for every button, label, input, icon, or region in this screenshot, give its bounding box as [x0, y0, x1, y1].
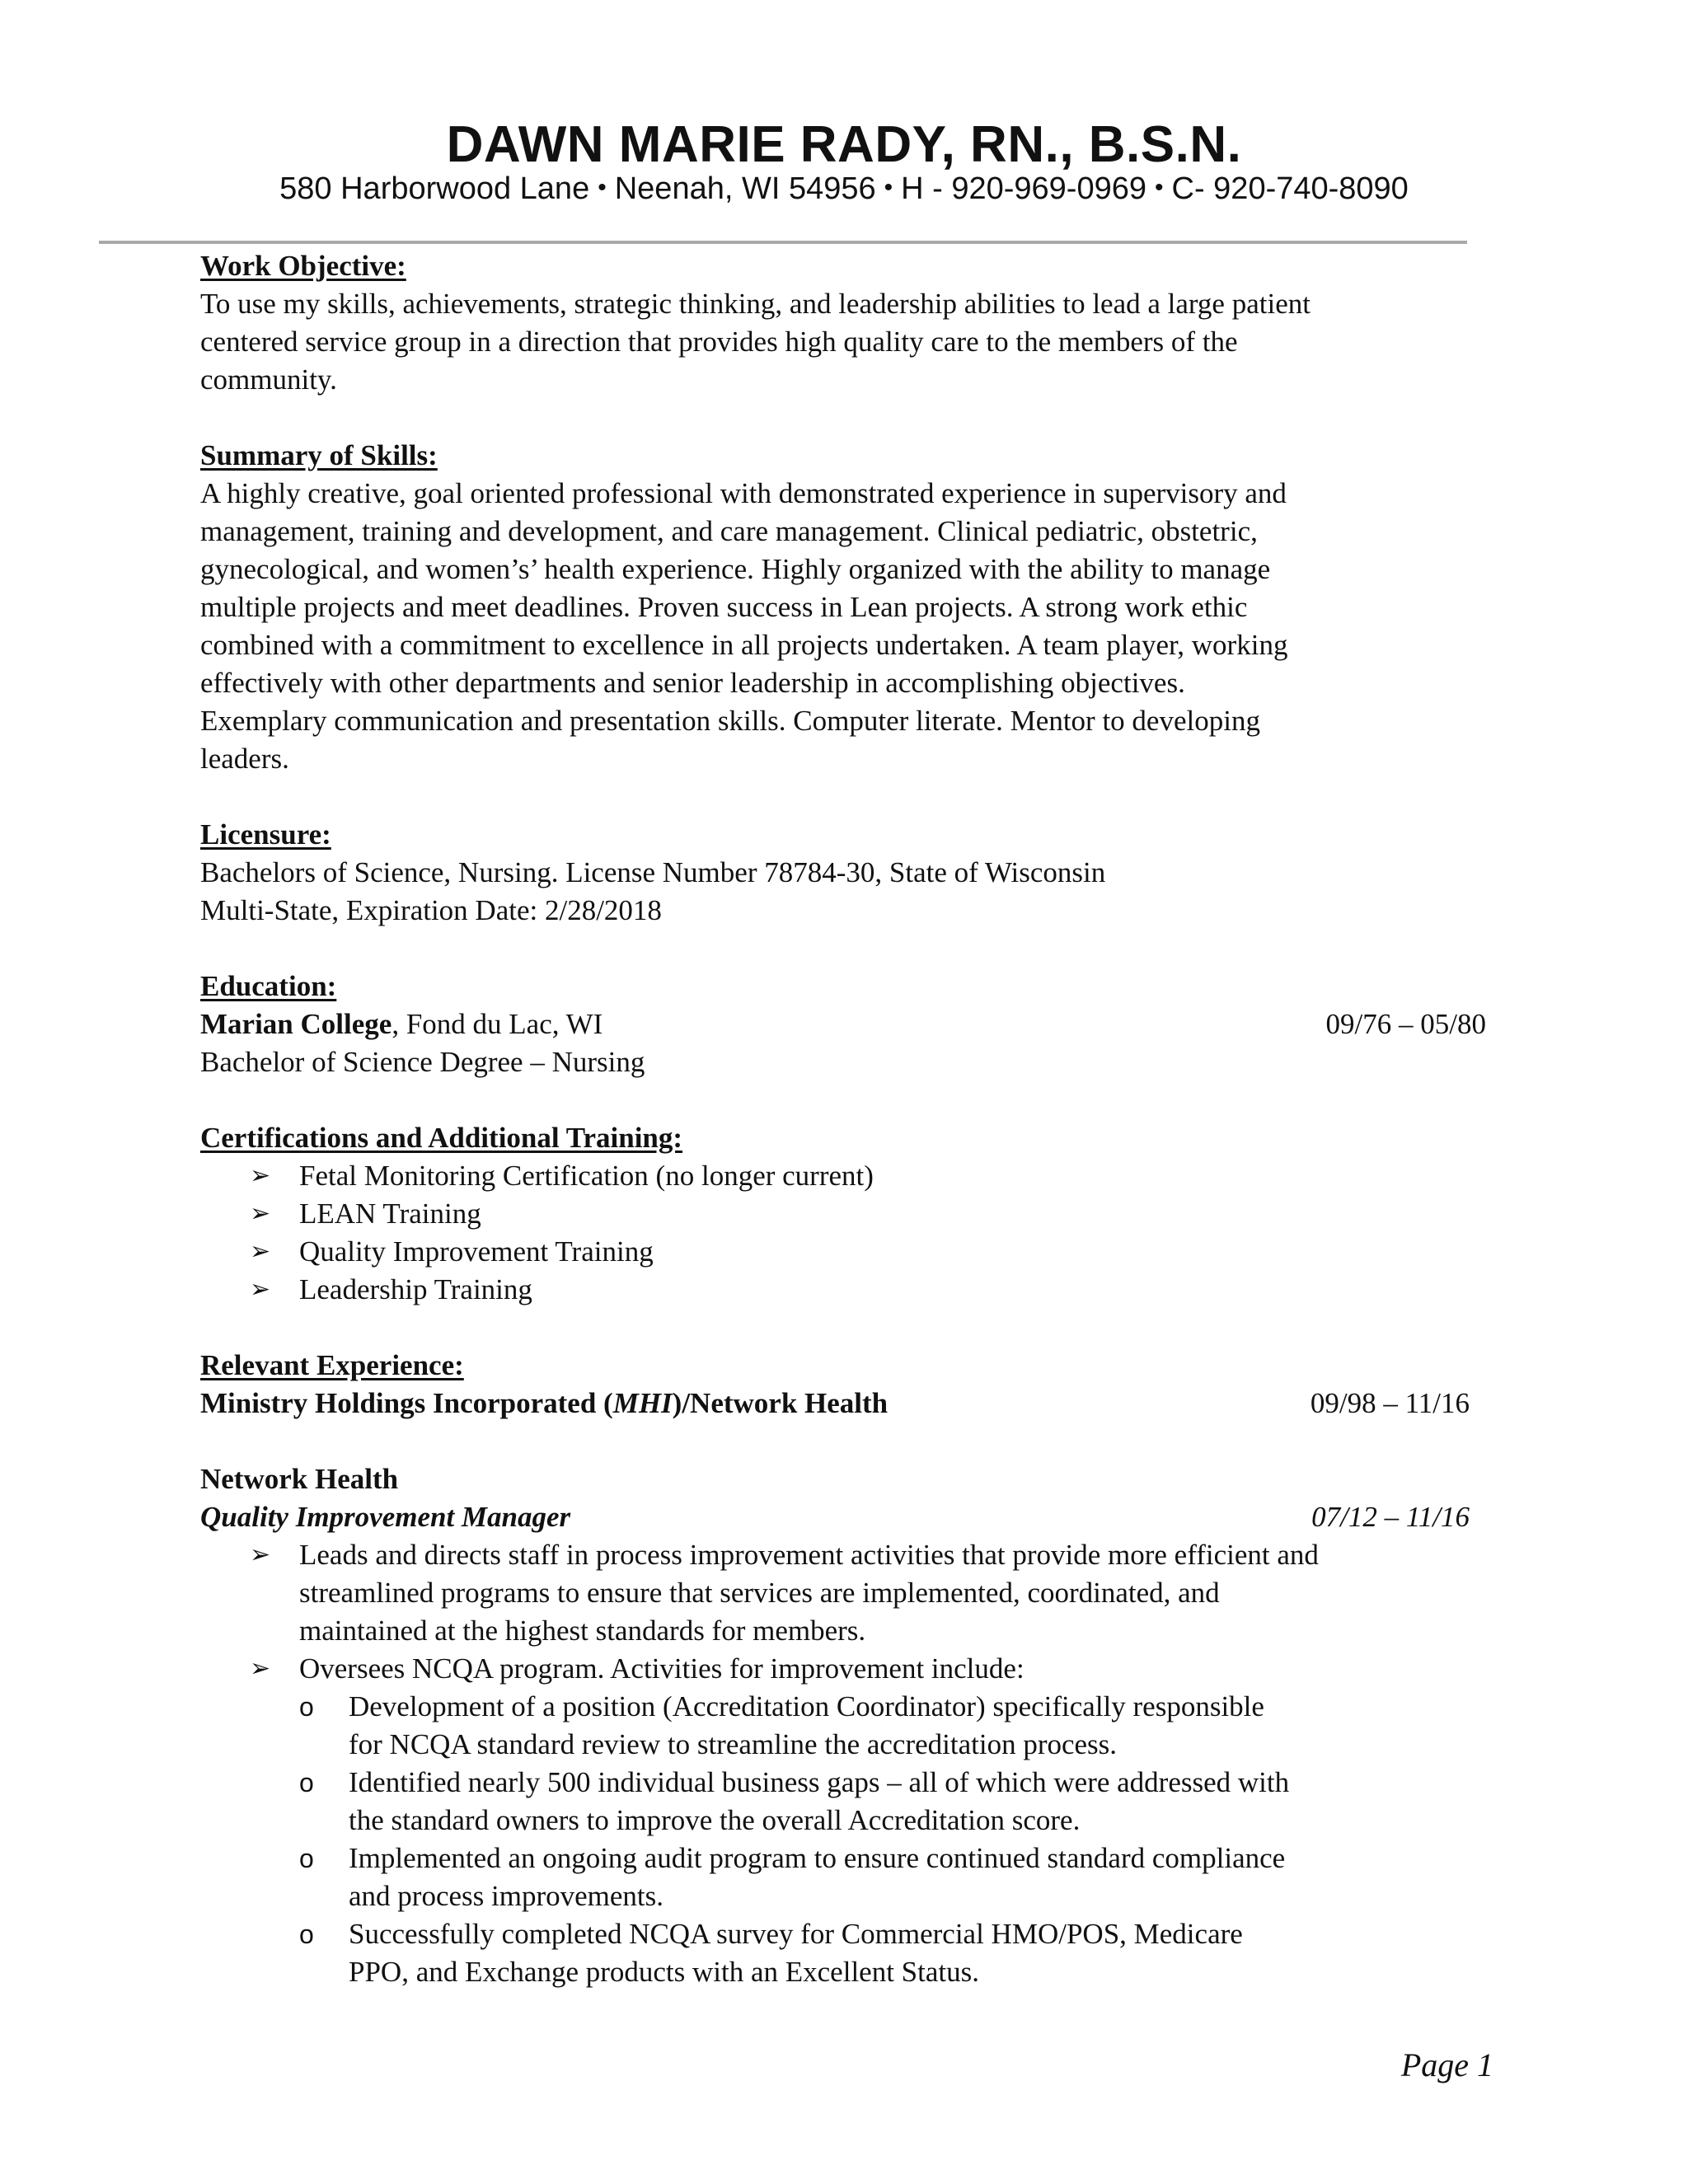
licensure-section [200, 816, 1486, 930]
job-title: Quality Improvement Manager [200, 1501, 571, 1533]
ncqa-activities-list [250, 1688, 1486, 1991]
list-item-text: Leadership Training [299, 1273, 532, 1305]
employer-name-part: Ministry Holdings Incorporated ( [200, 1387, 613, 1419]
list-item [299, 1915, 1486, 1991]
list-item [250, 1536, 1486, 1650]
list-item-text: Quality Improvement Training [299, 1235, 654, 1268]
list-item [250, 1157, 1486, 1195]
employer-abbreviation: MHI [612, 1387, 673, 1419]
header-divider [99, 241, 1467, 244]
address: 580 Harborwood Lane [279, 171, 590, 206]
text-line: Successfully completed NCQA survey for Commercial HMO/POS, Medicare [349, 1918, 1243, 1950]
text-line: combined with a commitment to excellence in all projects undertaken. A team player, working [200, 629, 1288, 661]
circle-bullet-icon: o [299, 1844, 314, 1873]
section-heading: Certifications and Additional Training: [200, 1122, 683, 1154]
summary-text [200, 475, 1486, 778]
list-item [299, 1764, 1486, 1840]
text-line: Bachelors of Science, Nursing. License Number 78784-30, State of Wisconsin [200, 856, 1106, 888]
work-objective-section [200, 247, 1486, 399]
employer-row [200, 1385, 1486, 1422]
cell-phone: C- 920-740-8090 [1171, 171, 1409, 206]
arrow-bullet-icon: ➢ [250, 1199, 271, 1228]
degree: Bachelor of Science Degree – Nursing [200, 1046, 645, 1078]
education-dates: 09/76 – 05/80 [1325, 1008, 1486, 1040]
contact-line [0, 171, 1688, 207]
city-state-zip: Neenah, WI 54956 [614, 171, 876, 206]
text-line: the standard owners to improve the overall Accreditation score. [349, 1804, 1081, 1836]
education-row [200, 1005, 1486, 1043]
organization-name: Network Health [200, 1463, 399, 1495]
list-item [299, 1688, 1486, 1764]
text-line: Implemented an ongoing audit program to ensure continued standard compliance [349, 1842, 1286, 1874]
text-line: and process improvements. [349, 1880, 663, 1912]
text-line: gynecological, and women’s’ health experience. Highly organized with the ability to manage [200, 553, 1271, 585]
list-item [299, 1840, 1486, 1915]
text-line: effectively with other departments and senior leadership in accomplishing objectives. [200, 667, 1185, 699]
list-item-text: LEAN Training [299, 1197, 481, 1230]
arrow-bullet-icon: ➢ [250, 1540, 271, 1569]
home-phone: H - 920-969-0969 [901, 171, 1146, 206]
separator-dot: • [884, 174, 893, 201]
text-line: management, training and development, and care management. Clinical pediatric, obstetric, [200, 515, 1258, 547]
certifications-section [200, 1119, 1486, 1309]
list-item [250, 1195, 1486, 1233]
summary-section [200, 437, 1486, 778]
section-heading: Summary of Skills: [200, 439, 438, 471]
text-line: Identified nearly 500 individual business gaps – all of which were addressed with [349, 1766, 1290, 1798]
text-line: leaders. [200, 743, 289, 775]
section-heading: Relevant Experience: [200, 1349, 464, 1381]
resume-body [200, 247, 1486, 1991]
arrow-bullet-icon: ➢ [250, 1237, 271, 1266]
employer-name-part: )/Network Health [672, 1387, 889, 1419]
page-number: Page 1 [1400, 2046, 1493, 2083]
list-item [250, 1271, 1486, 1309]
school-name: Marian College [200, 1008, 392, 1040]
circle-bullet-icon: o [299, 1919, 314, 1949]
text-line: To use my skills, achievements, strategic thinking, and leadership abilities to lead a large patient [200, 288, 1311, 320]
text-line: PPO, and Exchange products with an Excellent Status. [349, 1956, 979, 1988]
arrow-bullet-icon: ➢ [250, 1654, 271, 1683]
text-line: for NCQA standard review to streamline the accreditation process. [349, 1728, 1118, 1760]
text-line: multiple projects and meet deadlines. Proven success in Lean projects. A strong work ethic [200, 591, 1248, 623]
job-title-row [200, 1498, 1486, 1536]
text-line: A highly creative, goal oriented professional with demonstrated experience in supervisory and [200, 477, 1287, 509]
arrow-bullet-icon: ➢ [250, 1161, 271, 1190]
employer-dates: 09/98 – 11/16 [1310, 1387, 1470, 1419]
employer-name [200, 1385, 888, 1422]
job-section [200, 1460, 1486, 1991]
school-line [200, 1005, 603, 1043]
section-heading: Work Objective: [200, 250, 406, 282]
arrow-bullet-icon: ➢ [250, 1275, 271, 1304]
separator-dot: • [598, 174, 607, 201]
list-item [250, 1233, 1486, 1271]
education-section [200, 968, 1486, 1081]
list-item-text: Fetal Monitoring Certification (no longer current) [299, 1160, 874, 1192]
circle-bullet-icon: o [299, 1692, 314, 1722]
text-line: Oversees NCQA program. Activities for improvement include: [299, 1652, 1025, 1685]
duties-list [200, 1536, 1486, 1991]
text-line: Exemplary communication and presentation skills. Computer literate. Mentor to developing [200, 705, 1260, 737]
text-line: centered service group in a direction that provides high quality care to the members of the [200, 326, 1238, 358]
text-line: community. [200, 363, 337, 396]
objective-text [200, 285, 1486, 399]
experience-section [200, 1347, 1486, 1422]
job-dates: 07/12 – 11/16 [1311, 1501, 1470, 1533]
text-line: maintained at the highest standards for members. [299, 1615, 866, 1647]
circle-bullet-icon: o [299, 1768, 314, 1797]
licensure-text [200, 854, 1486, 930]
list-item [250, 1650, 1486, 1991]
section-heading: Licensure: [200, 818, 331, 851]
section-heading: Education: [200, 970, 337, 1002]
text-line: Leads and directs staff in process improvement activities that provide more efficient and [299, 1539, 1319, 1571]
text-line: Development of a position (Accreditation Coordinator) specifically responsible [349, 1690, 1264, 1722]
school-location: , Fond du Lac, WI [392, 1008, 603, 1040]
text-line: streamlined programs to ensure that services are implemented, coordinated, and [299, 1577, 1220, 1609]
candidate-name: DAWN MARIE RADY, RN., B.S.N. [446, 116, 1242, 173]
text-line: Multi-State, Expiration Date: 2/28/2018 [200, 894, 662, 926]
separator-dot: • [1155, 174, 1164, 201]
certifications-list [200, 1157, 1486, 1309]
